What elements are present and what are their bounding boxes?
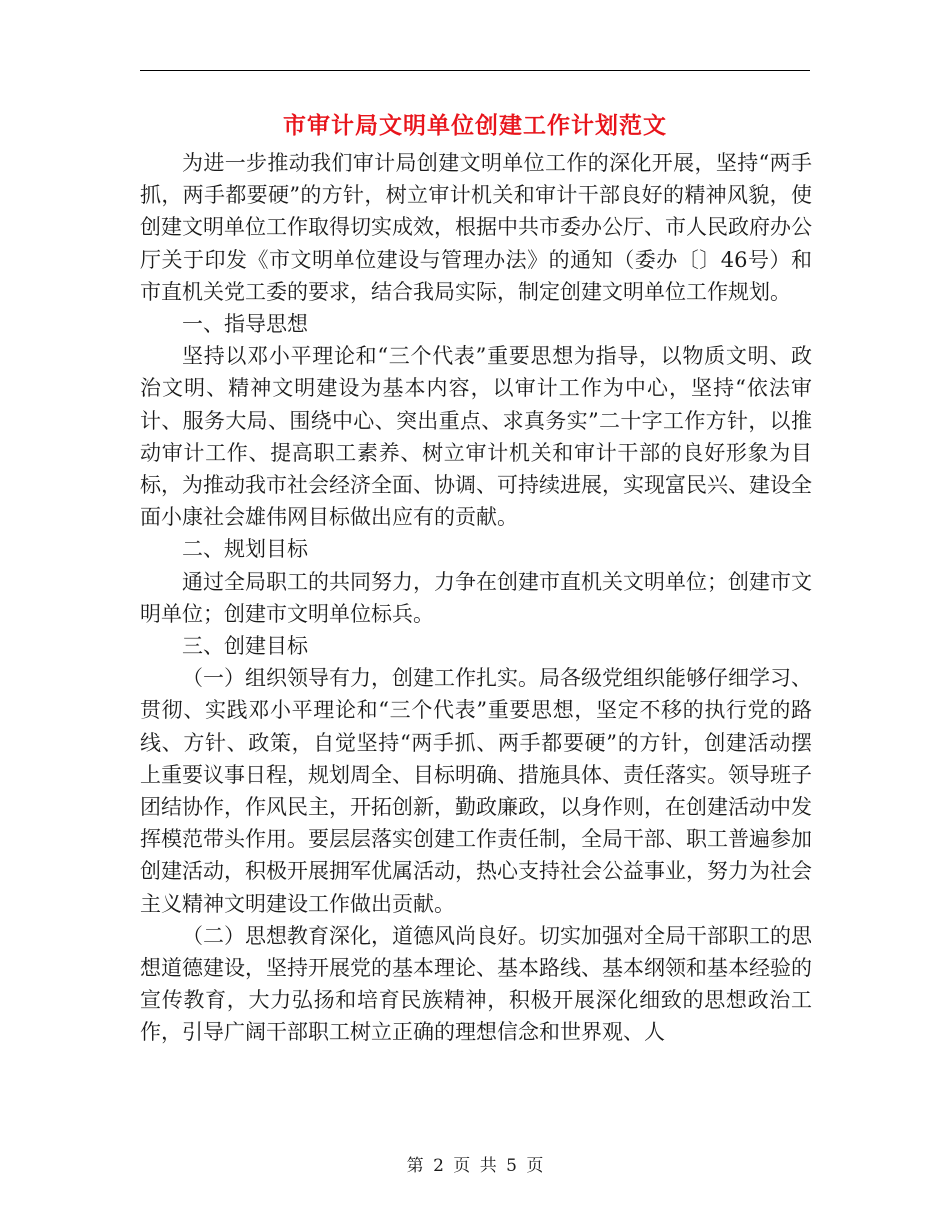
creation-goal-2-paragraph: （二）思想教育深化，道德风尚良好。切实加强对全局干部职工的思想道德建设，坚持开展党的基本理论、基本路线、基本纲领和基本经验的宣传教育，大力弘扬和培育民族精神，积极开展深化细致的思想政治工作，引导广阔干部职工树立正确的理想信念和世界观、人 <box>140 923 812 1045</box>
section-heading-guiding-ideology: 一、指导思想 <box>182 312 308 337</box>
document-title: 市审计局文明单位创建工作计划范文 <box>283 112 667 139</box>
page-number: 第 2 页 共 5 页 <box>406 1156 544 1176</box>
section-heading-planning-goals: 二、规划目标 <box>182 537 308 562</box>
planning-goals-paragraph: 通过全局职工的共同努力，力争在创建市直机关文明单位；创建市文明单位；创建市文明单位标兵。 <box>140 569 812 626</box>
intro-paragraph: 为进一步推动我们审计局创建文明单位工作的深化开展，坚持“两手抓，两手都要硬”的方针，树立审计机关和审计干部良好的精神风貌，使创建文明单位工作取得切实成效，根据中共市委办公厅、市人民政府办公厅关于印发《市文明单位建设与管理办法》的通知（委办〔〕46号）和市直机关党工委的要求，结合我局实际，制定创建文明单位工作规划。 <box>140 151 812 304</box>
section-heading-creation-goals: 三、创建目标 <box>182 634 308 659</box>
header-rule <box>140 70 810 71</box>
guiding-ideology-paragraph: 坚持以邓小平理论和“三个代表”重要思想为指导，以物质文明、政治文明、精神文明建设为基本内容，以审计工作为中心，坚持“依法审计、服务大局、围绕中心、突出重点、求真务实”二十字工作方针，以推动审计工作、提高职工素养、树立审计机关和审计干部的良好形象为目标，为推动我市社会经济全面、协调、可持续进展，实现富民兴、建设全面小康社会雄伟网目标做出应有的贡献。 <box>140 344 812 530</box>
creation-goal-1-paragraph: （一）组织领导有力，创建工作扎实。局各级党组织能够仔细学习、贯彻、实践邓小平理论和“三个代表”重要思想，坚定不移的执行党的路线、方针、政策，自觉坚持“两手抓、两手都要硬”的方针，创建活动摆上重要议事日程，规划周全、目标明确、措施具体、责任落实。领导班子团结协作，作风民主，开拓创新，勤政廉政，以身作则，在创建活动中发挥模范带头作用。要层层落实创建工作责任制，全局干部、职工普遍参加创建活动，积极开展拥军优属活动，热心支持社会公益事业，努力为社会主义精神文明建设工作做出贡献。 <box>140 666 812 916</box>
document-body <box>140 147 812 1049</box>
